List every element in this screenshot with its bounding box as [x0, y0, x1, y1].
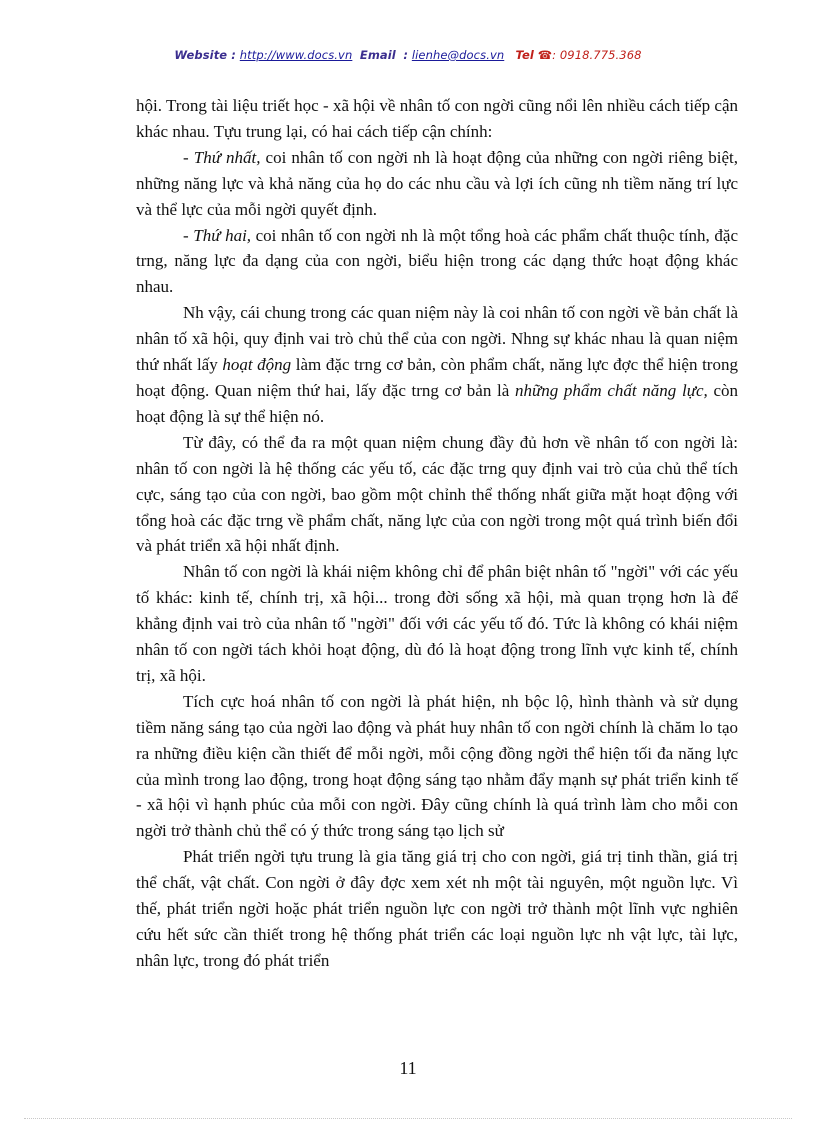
paragraph-4-emphasis-1: hoạt động — [222, 355, 292, 375]
paragraph-4-text-a: Nh vậy, cái chung trong các quan niệm này là coi nhân tố con ngời về bản chất là nhân tố xã hội, quy định vai trò chủ thể của con ngời. Nhng sự khác nhau là quan niệm thứ nhất lấy — [136, 303, 738, 375]
paragraph-3-emphasis: Thứ hai, — [193, 225, 252, 245]
paragraph-3-text: coi nhân tố con ngời nh là một tổng hoà các phẩm chất thuộc tính, đặc trng, năng lực đa dạng của con ngời, biểu hiện trong các dạng thức hoạt động khác nhau. — [136, 225, 738, 297]
paragraph-4 — [136, 300, 738, 430]
paragraph-4-emphasis-2: những phẩm chất năng lực, — [514, 380, 708, 400]
website-label: Website : — [174, 48, 236, 62]
website-link[interactable]: http://www.docs.vn — [239, 48, 353, 62]
document-body — [136, 93, 738, 974]
telephone-icon: ☎ — [537, 48, 553, 62]
paragraph-4-text-c: còn hoạt động là sự thể hiện nó. — [136, 380, 739, 426]
paragraph-2 — [136, 145, 738, 223]
paragraph-8: Phát triển ngời tựu trung là gia tăng giá trị cho con ngời, giá trị tinh thần, giá trị thể chất, vật chất. Con ngời ở đây đợc xem xét nh một tài nguyên, một nguồn lực. Vì thế, phát triển ngời hoặc phát triển nguồn lực con ngời trở thành một lĩnh vực nghiên cứu hết sức cần thiết trong hệ thống phát triển các loại nguồn lực nh vật lực, tài lực, nhân lực, trong đó phát triển — [136, 847, 738, 970]
paragraph-2-dash: - — [183, 147, 194, 167]
paragraph-2-emphasis: Thứ nhất, — [193, 147, 261, 167]
email-link[interactable]: lienhe@docs.vn — [411, 48, 505, 62]
paragraph-6: Nhân tố con ngời là khái niệm không chỉ để phân biệt nhân tố "ngời" với các yếu tố khác: kinh tế, chính trị, xã hội... trong đời sống xã hội, mà quan trọng hơn là để khẳng định vai trò của nhân tố "ngời" đối với các yếu tố đó. Tức là không có khái niệm nhân tố con ngời tách khỏi hoạt động, dù đó là hoạt động trong lĩnh vực kinh tế, chính trị, xã hội. — [136, 562, 738, 685]
paragraph-1: hội. Trong tài liệu triết học - xã hội về nhân tố con ngời cũng nổi lên nhiều cách tiếp cận khác nhau. Tựu trung lại, có hai cách tiếp cận chính: — [136, 96, 738, 141]
footer-divider — [24, 1118, 792, 1119]
paragraph-3 — [136, 223, 738, 301]
tel-label: Tel — [515, 48, 534, 62]
page-header — [0, 48, 816, 62]
email-label: Email — [359, 48, 396, 62]
phone-number: : 0918.775.368 — [552, 48, 642, 62]
paragraph-7: Tích cực hoá nhân tố con ngời là phát hiện, nh bộc lộ, hình thành và sử dụng tiềm năng sáng tạo của ngời lao động và phát huy nhân tố con ngời chính là chăm lo tạo ra những điều kiện cần thiết để mỗi ngời, mỗi cộng đồng ngời thể hiện tối đa năng lực của mình trong lao động, trong hoạt động sáng tạo nhằm đẩy mạnh sự phát triển kinh tế - xã hội vì hạnh phúc của mỗi con ngời. Đây cũng chính là quá trình làm cho mỗi con ngời trở thành chủ thể có ý thức trong sáng tạo lịch sử — [136, 691, 738, 841]
paragraph-4-text-b: làm đặc trng cơ bản, còn phẩm chất, năng lực đợc thể hiện trong hoạt động. Quan niệm thứ hai, lấy đặc trng cơ bản là — [136, 355, 738, 400]
page-number: 11 — [399, 1058, 417, 1078]
paragraph-5: Từ đây, có thể đa ra một quan niệm chung đầy đủ hơn về nhân tố con ngời là: nhân tố con ngời là hệ thống các yếu tố, các đặc trng quy định vai trò của chủ thể tích cực, sáng tạo của con ngời, bao gồm một chỉnh thể thống nhất giữa mặt hoạt động với tổng hoà các đặc trng về phẩm chất, năng lực của con ngời trong một quá trình biến đổi và phát triển xã hội nhất định. — [136, 432, 738, 556]
email-separator: : — [403, 48, 409, 62]
paragraph-2-text: coi nhân tố con ngời nh là hoạt động của những con ngời riêng biệt, những năng lực và khả năng của họ do các nhu cầu và lợi ích cũng nh tiềm năng trí lực và thể lực của mỗi ngời quyết định. — [136, 147, 738, 219]
paragraph-3-dash: - — [183, 225, 194, 245]
